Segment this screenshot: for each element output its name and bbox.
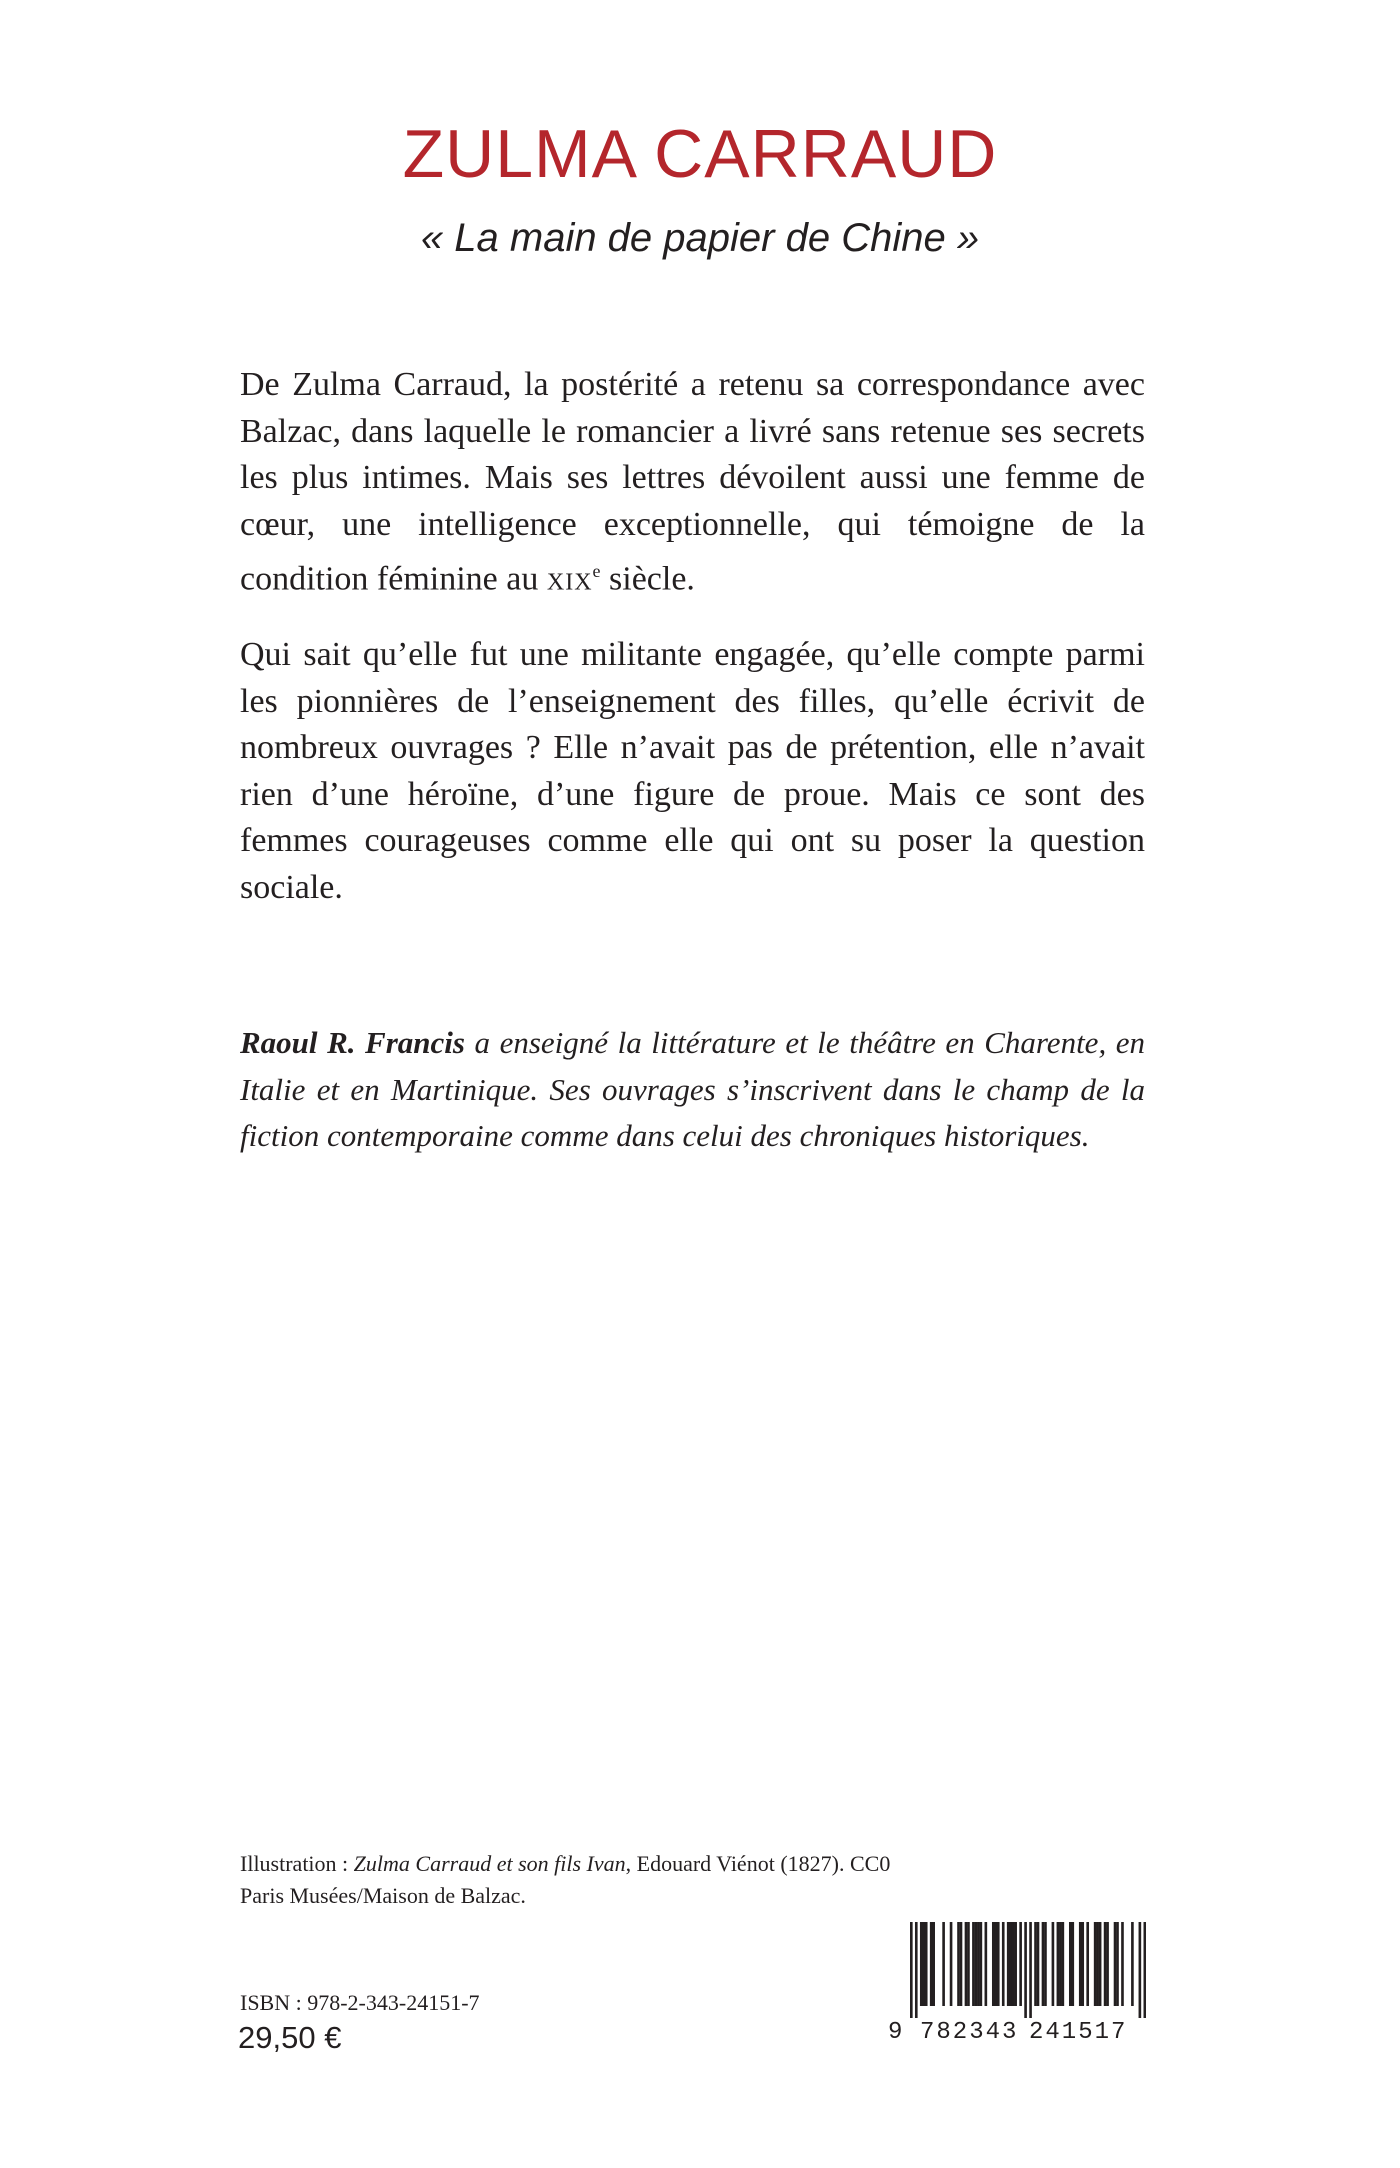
barcode-bar: [942, 1922, 945, 2006]
barcode-bar: [1057, 1922, 1060, 2006]
barcode-bar: [1114, 1922, 1117, 2006]
barcode-bar: [985, 1922, 988, 2006]
summary-paragraph-1: [240, 362, 1145, 603]
summary-paragraph-1-text: De Zulma Carraud, la postérité a retenu sa correspondance avec Balzac, dans laquelle le romancier a livré sans retenue ses secrets les plus intimes. Mais ses lettres dévoilent aussi une femme de cœur, une intelligence exceptionnelle, qui témoigne de la condition féminine au: [240, 366, 1145, 598]
barcode-bar: [965, 1922, 968, 2006]
barcode-bar: [1002, 1922, 1005, 2006]
barcode-bar: [922, 1922, 925, 2006]
barcode-bar: [932, 1922, 935, 2006]
barcode-bar: [1069, 1922, 1072, 2006]
illustration-work-title: Zulma Carraud et son fils Ivan: [353, 1851, 626, 1876]
isbn: ISBN : 978-2-343-24151-7: [240, 1990, 480, 2015]
barcode-guard-bar: [1144, 1922, 1146, 2018]
barcode-bar: [1079, 1922, 1082, 2006]
century-numeral: xix: [546, 560, 593, 598]
barcode-bar: [997, 1922, 1000, 2006]
barcode-bar: [1019, 1922, 1022, 2006]
barcode-bar: [1116, 1922, 1119, 2006]
barcode-first-digit: 9: [888, 2019, 903, 2046]
barcode-bar: [975, 1922, 978, 2006]
illustration-credit-prefix: Illustration :: [240, 1851, 354, 1876]
barcode-guard-bar: [910, 1922, 913, 2018]
barcode-bar: [1106, 1922, 1109, 2006]
barcode-bar: [1059, 1922, 1062, 2006]
barcode-left-group: 782343: [920, 2019, 1019, 2046]
barcode-bar: [972, 1922, 975, 2006]
barcode-bar: [977, 1922, 980, 2006]
barcode-bar: [1052, 1922, 1055, 2006]
barcode-bar: [1014, 1922, 1017, 2006]
barcode-bar: [1012, 1922, 1015, 2006]
illustration-credit: [240, 1848, 920, 1912]
barcode-bar: [1071, 1922, 1074, 2006]
price: 29,50 €: [238, 2020, 342, 2055]
barcode-bar: [1037, 1922, 1040, 2006]
barcode-guard-bar: [1139, 1922, 1142, 2018]
illustration-credit-rest: , Edouard Viénot (1827). CC0 Paris Musées/Maison de Balzac.: [240, 1851, 891, 1908]
barcode-bar: [1131, 1922, 1134, 2006]
barcode-bar: [1099, 1922, 1102, 2006]
summary-paragraph-1-end: siècle.: [600, 560, 695, 598]
barcode-guard-bar: [1029, 1922, 1032, 2018]
barcode-bar: [980, 1922, 983, 2006]
author-name: Raoul R. Francis: [240, 1025, 465, 1060]
barcode-bar: [1096, 1922, 1099, 2006]
barcode-bar: [1121, 1922, 1124, 2006]
barcode-bar: [925, 1922, 928, 2006]
barcode-bar: [960, 1922, 963, 2006]
barcode-bar: [994, 1922, 997, 2006]
barcode-digits: [888, 2018, 1150, 2048]
book-title: ZULMA CARRAUD: [402, 116, 998, 192]
barcode-bar: [930, 1922, 933, 2006]
barcode-guard-bar: [915, 1922, 918, 2018]
summary-paragraph-2: Qui sait qu’elle fut une militante engagée, qu’elle compte parmi les pionnières de l’enseignement des filles, qu’elle écrivit de nombreux ouvrages ? Elle n’avait pas de prétention, elle n’avait rien d’une héroïne, d’une figure de proue. Mais ce sont des femmes courageuses comme elle qui ont su poser la question sociale.: [240, 636, 1145, 906]
barcode-bar: [1009, 1922, 1012, 2006]
author-bio-text: a enseigné la littérature et le théâtre en Charente, en Italie et en Martinique. Ses ouvrages s’inscrivent dans le champ de la fiction contemporaine comme dans celui des chroniques historiques.: [240, 1025, 1145, 1153]
author-bio: [240, 1020, 1145, 1160]
barcode-bar: [967, 1922, 970, 2006]
barcode-bar: [920, 1922, 923, 2006]
barcode-guard-bar: [1024, 1922, 1027, 2018]
barcode-bar: [1034, 1922, 1037, 2006]
barcode-bar: [1094, 1922, 1097, 2006]
barcode-bar: [1086, 1922, 1089, 2006]
barcode-bar: [1042, 1922, 1045, 2006]
barcode-bar: [950, 1922, 953, 2006]
barcode-bar: [992, 1922, 995, 2006]
barcode-bar: [1007, 1922, 1010, 2006]
barcode-bar: [1062, 1922, 1065, 2006]
barcode-bar: [1104, 1922, 1107, 2006]
barcode-bars: [910, 1922, 1146, 2018]
barcode-right-group: 241517: [1029, 2019, 1128, 2046]
century-superscript: e: [592, 561, 601, 581]
book-subtitle: « La main de papier de Chine »: [420, 216, 980, 260]
barcode-bar: [957, 1922, 960, 2006]
barcode: [888, 1922, 1150, 2046]
barcode-bar: [1044, 1922, 1047, 2006]
barcode-bar: [1081, 1922, 1084, 2006]
